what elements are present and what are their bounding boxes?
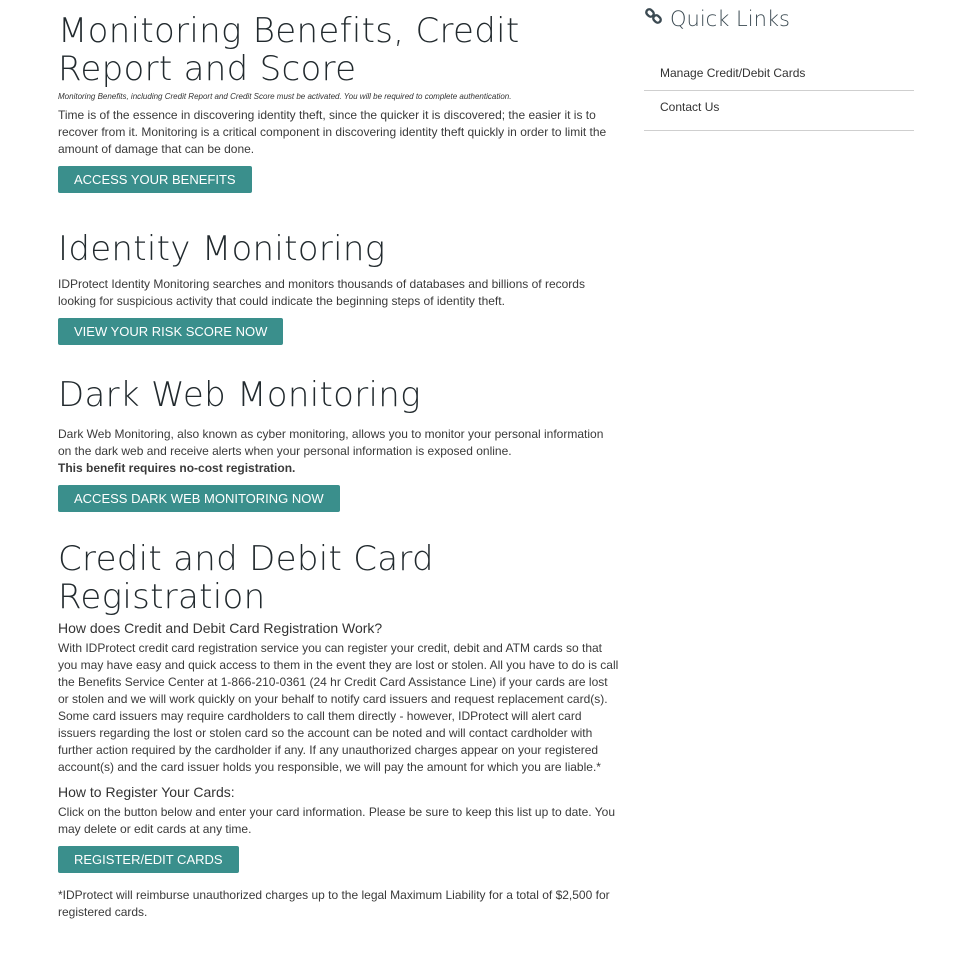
quick-link-manage-cards[interactable]: Manage Credit/Debit Cards [644,57,914,91]
link-icon [644,6,664,31]
darkweb-registration-note: This benefit requires no-cost registration. [58,461,296,475]
benefits-title: Monitoring Benefits, Credit Report and Score [58,11,520,89]
identity-title: Identity Monitoring [58,229,386,269]
benefits-body: Time is of the essence in discovering identity theft, since the quicker it is discovered; the easier it is to recover from it. Monitoring is a critical component in discovering identity theft quickly in order to limit the amount of damage that can be done. [58,108,607,156]
cards-title: Credit and Debit Card Registration [58,539,434,617]
cards-body-how: With IDProtect credit card registration service you can register your credit, debit and ATM cards so that you may have easy and quick access to them in the event they are lost or stolen. All you have to do is call the Benefits Service Center at 1-866-210-0361 (24 hr Credit Card Assistance Line) if your cards are lost or stolen and we will work quickly on your behalf to notify card issuers and request replacement card(s). Some card issuers may require cardholders to call them directly - however, IDProtect will alert card issuers regarding the lost or stolen card so the account can be noted and will contact cardholder with further action required by the cardholder if any. If any unauthorized charges appear on your registered account(s) and the card issuer holds you responsible, we will pay the amount for which you are liable.* [58,641,619,774]
darkweb-body: Dark Web Monitoring, also known as cyber monitoring, allows you to monitor your personal information on the dark web and receive alerts when your personal information is exposed online. [58,427,604,458]
quick-link-contact-us[interactable]: Contact Us [644,91,914,131]
identity-section [58,230,620,345]
identity-body: IDProtect Identity Monitoring searches and monitors thousands of databases and billions of records looking for suspicious activity that could indicate the beginning steps of identity theft. [58,277,585,308]
access-dark-web-button[interactable]: ACCESS DARK WEB MONITORING NOW [58,485,340,512]
quick-links-list [644,57,914,131]
cards-body-register: Click on the button below and enter your card information. Please be sure to keep this list up to date. You may delete or edit cards at any time. [58,805,616,836]
benefits-section [58,12,620,193]
main-content [58,11,620,919]
cards-footnote: *IDProtect will reimburse unauthorized charges up to the legal Maximum Liability for a total of $2,500 for registered cards. [58,888,610,919]
benefits-note: Monitoring Benefits, including Credit Report and Credit Score must be activated. You will be required to complete authentication. [58,92,512,101]
darkweb-title: Dark Web Monitoring [58,375,421,415]
cards-subtitle-how: How does Credit and Debit Card Registration Work? [58,620,383,636]
quick-links-title: Quick Links [670,6,791,31]
cards-subtitle-register: How to Register Your Cards: [58,784,235,800]
quick-links-header [644,6,914,31]
view-risk-score-button[interactable]: VIEW YOUR RISK SCORE NOW [58,318,283,345]
cards-section [58,540,620,929]
access-benefits-button[interactable]: ACCESS YOUR BENEFITS [58,166,252,193]
darkweb-section [58,376,620,512]
register-cards-button[interactable]: REGISTER/EDIT CARDS [58,846,239,873]
quick-links-panel [644,6,914,131]
